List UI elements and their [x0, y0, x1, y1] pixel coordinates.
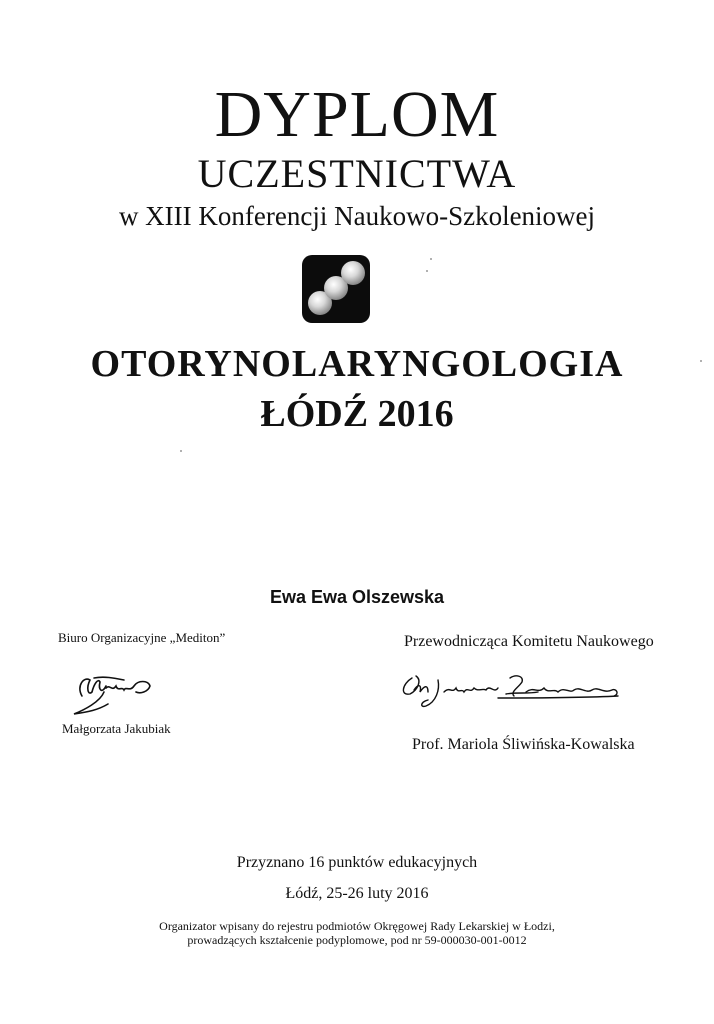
- signature-left-icon: [64, 666, 174, 720]
- registry-note-line-2: prowadzących kształcenie podyplomowe, pod nr 59-000030-001-0012: [187, 933, 527, 947]
- scan-speck: [426, 270, 428, 272]
- registry-note-line-1: Organizator wpisany do rejestru podmiotów Okręgowej Rady Lekarskiej w Łodzi,: [159, 919, 555, 933]
- three-spheres-logo-icon: [302, 255, 370, 323]
- event-name: OTORYNOLARYNGOLOGIA: [90, 343, 624, 385]
- diploma-subtitle: UCZESTNICTWA: [197, 151, 517, 196]
- conference-line: w XIII Konferencji Naukowo-Szkoleniowej: [118, 201, 596, 231]
- signature-right-icon: [398, 670, 628, 710]
- left-signatory-role: Biuro Organizacyjne „Mediton”: [58, 630, 226, 645]
- event-place-year: ŁÓDŹ 2016: [260, 393, 454, 435]
- right-signatory-name: Prof. Mariola Śliwińska-Kowalska: [412, 736, 635, 753]
- diploma-title: DYPLOM: [214, 78, 500, 151]
- scan-speck: [430, 258, 432, 260]
- right-signatory-role: Przewodnicząca Komitetu Naukowego: [404, 633, 654, 650]
- scan-speck: [700, 360, 702, 362]
- education-points: Przyznano 16 punktów edukacyjnych: [236, 854, 478, 871]
- participant-name: Ewa Ewa Olszewska: [269, 587, 445, 607]
- event-date: Łódź, 25-26 luty 2016: [285, 885, 429, 902]
- scan-speck: [180, 450, 182, 452]
- left-signatory-name: Małgorzata Jakubiak: [62, 721, 171, 736]
